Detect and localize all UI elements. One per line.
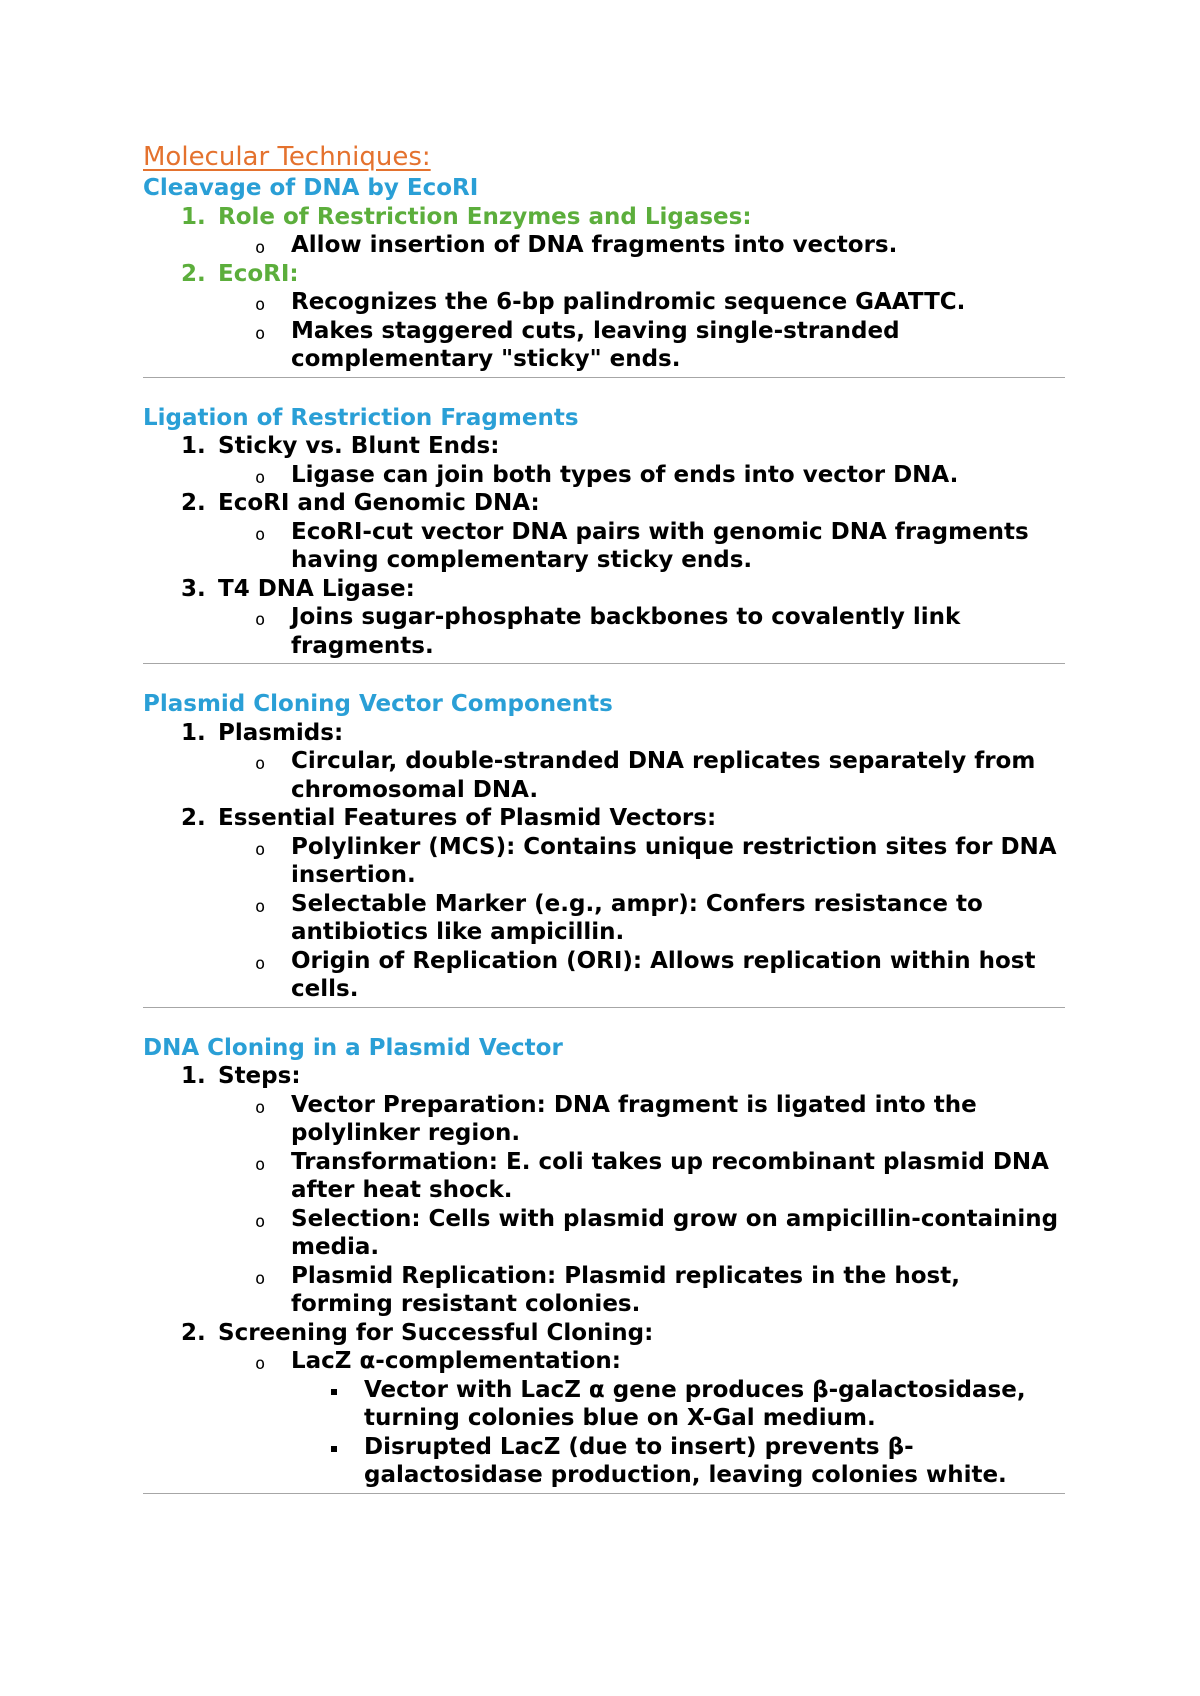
section <box>143 1034 1065 1494</box>
section <box>143 690 1065 1008</box>
bullet-text: Allow insertion of DNA fragments into vectors. <box>291 232 898 258</box>
item-number: 2. <box>181 490 206 516</box>
section-heading: DNA Cloning in a Plasmid Vector <box>143 1034 563 1061</box>
bullet-text: Plasmid Replication: Plasmid replicates in the host, forming resistant colonies. <box>291 1262 960 1317</box>
bullet-item <box>143 1347 1065 1490</box>
document-page <box>143 140 1065 1494</box>
bullet-text: Polylinker (MCS): Contains unique restriction sites for DNA insertion. <box>291 833 1057 888</box>
numbered-list <box>143 1062 1065 1490</box>
bullet-o-icon: o <box>255 1211 266 1232</box>
item-number: 2. <box>181 805 206 831</box>
sub-bullet-item <box>291 1376 1065 1433</box>
document-title: Molecular Techniques: <box>143 142 431 172</box>
item-number: 3. <box>181 575 206 602</box>
bullet-item <box>143 890 1065 947</box>
item-label: EcoRI: <box>218 260 299 287</box>
section-divider <box>143 1493 1065 1494</box>
item-label: Steps: <box>218 1063 301 1089</box>
section-heading: Cleavage of DNA by EcoRI <box>143 175 479 201</box>
bullet-list <box>218 1091 1065 1319</box>
numbered-list <box>143 203 1065 374</box>
sub-bullet-text: Vector with LacZ α gene produces β-galactosidase, turning colonies blue on X-Gal medium. <box>364 1376 1026 1431</box>
bullet-o-icon: o <box>255 1154 266 1175</box>
list-item <box>143 1062 1065 1319</box>
bullet-item <box>143 317 1065 374</box>
item-number: 2. <box>181 1319 206 1346</box>
bullet-text: Circular, double-stranded DNA replicates separately from chromosomal DNA. <box>291 748 1036 803</box>
bullet-item <box>143 1205 1065 1262</box>
item-label: Essential Features of Plasmid Vectors: <box>218 805 717 831</box>
bullet-item <box>143 1148 1065 1205</box>
section-spacer <box>143 378 1065 404</box>
bullet-text: Makes staggered cuts, leaving single-stranded complementary "sticky" ends. <box>291 317 900 372</box>
bullet-list <box>218 747 1065 804</box>
square-bullet-icon <box>331 1389 337 1395</box>
item-label: Plasmids: <box>218 719 344 746</box>
section-heading: Ligation of Restriction Fragments <box>143 404 579 431</box>
bullet-o-icon: o <box>255 1268 266 1289</box>
bullet-text: EcoRI-cut vector DNA pairs with genomic DNA fragments having complementary sticky ends. <box>291 518 1029 573</box>
bullet-item <box>143 1262 1065 1319</box>
item-label: Role of Restriction Enzymes and Ligases: <box>218 203 752 230</box>
item-number: 1. <box>181 433 206 459</box>
bullet-o-icon: o <box>255 467 266 488</box>
list-item <box>143 432 1065 489</box>
item-number: 1. <box>181 203 206 230</box>
section <box>143 174 1065 378</box>
bullet-list <box>218 833 1065 1004</box>
sub-bullet-list <box>291 1376 1065 1490</box>
sub-bullet-text: Disrupted LacZ (due to insert) prevents β-galactosidase production, leaving colonies white. <box>364 1433 1007 1488</box>
bullet-text: Vector Preparation: DNA fragment is ligated into the polylinker region. <box>291 1091 977 1146</box>
bullet-text: Selection: Cells with plasmid grow on ampicillin-containing media. <box>291 1205 1059 1260</box>
bullet-text: Transformation: E. coli takes up recombinant plasmid DNA after heat shock. <box>291 1148 1049 1203</box>
bullet-o-icon: o <box>255 953 266 974</box>
numbered-list <box>143 432 1065 660</box>
bullet-text: Selectable Marker (e.g., ampr): Confers resistance to antibiotics like ampicillin. <box>291 890 983 945</box>
sub-bullet-item <box>291 1433 1065 1490</box>
bullet-item <box>143 1091 1065 1148</box>
bullet-item <box>143 603 1065 660</box>
bullet-text: Recognizes the 6-bp palindromic sequence GAATTC. <box>291 289 966 315</box>
bullet-text: LacZ α-complementation: <box>291 1348 621 1374</box>
bullet-item <box>143 461 1065 490</box>
bullet-o-icon: o <box>255 754 266 774</box>
bullet-o-icon: o <box>255 839 266 860</box>
bullet-list <box>218 288 1065 374</box>
bullet-text: Joins sugar-phosphate backbones to covalently link fragments. <box>291 604 961 659</box>
list-item <box>143 1319 1065 1490</box>
bullet-item <box>143 231 1065 260</box>
bullet-o-icon: o <box>255 238 266 258</box>
bullet-item <box>143 518 1065 575</box>
item-label: EcoRI and Genomic DNA: <box>218 490 540 516</box>
bullet-o-icon: o <box>255 896 266 917</box>
bullet-list <box>218 603 1065 660</box>
bullet-o-icon: o <box>255 323 266 344</box>
bullet-list <box>218 518 1065 575</box>
list-item <box>143 719 1065 805</box>
bullet-item <box>143 833 1065 890</box>
list-item <box>143 575 1065 661</box>
item-label: Screening for Successful Cloning: <box>218 1319 654 1346</box>
document-sections <box>143 174 1065 1494</box>
section-heading: Plasmid Cloning Vector Components <box>143 691 613 717</box>
bullet-item <box>143 747 1065 804</box>
list-item <box>143 804 1065 1004</box>
item-number: 1. <box>181 1063 206 1089</box>
list-item <box>143 260 1065 374</box>
bullet-text: Ligase can join both types of ends into vector DNA. <box>291 461 959 488</box>
section <box>143 404 1065 665</box>
list-item <box>143 489 1065 575</box>
item-label: T4 DNA Ligase: <box>218 575 415 602</box>
bullet-item <box>143 288 1065 317</box>
bullet-list <box>218 1347 1065 1490</box>
bullet-o-icon: o <box>255 1354 266 1374</box>
item-number: 1. <box>181 719 206 746</box>
list-item <box>143 203 1065 260</box>
bullet-o-icon: o <box>255 295 266 315</box>
bullet-o-icon: o <box>255 1097 266 1118</box>
numbered-list <box>143 719 1065 1004</box>
bullet-list <box>218 461 1065 490</box>
bullet-o-icon: o <box>255 524 266 545</box>
item-label: Sticky vs. Blunt Ends: <box>218 433 500 459</box>
item-number: 2. <box>181 260 206 287</box>
section-spacer <box>143 664 1065 690</box>
bullet-text: Origin of Replication (ORI): Allows replication within host cells. <box>291 947 1036 1002</box>
bullet-item <box>143 947 1065 1004</box>
bullet-o-icon: o <box>255 610 266 630</box>
bullet-list <box>218 231 1065 260</box>
section-spacer <box>143 1008 1065 1034</box>
square-bullet-icon <box>331 1446 337 1452</box>
